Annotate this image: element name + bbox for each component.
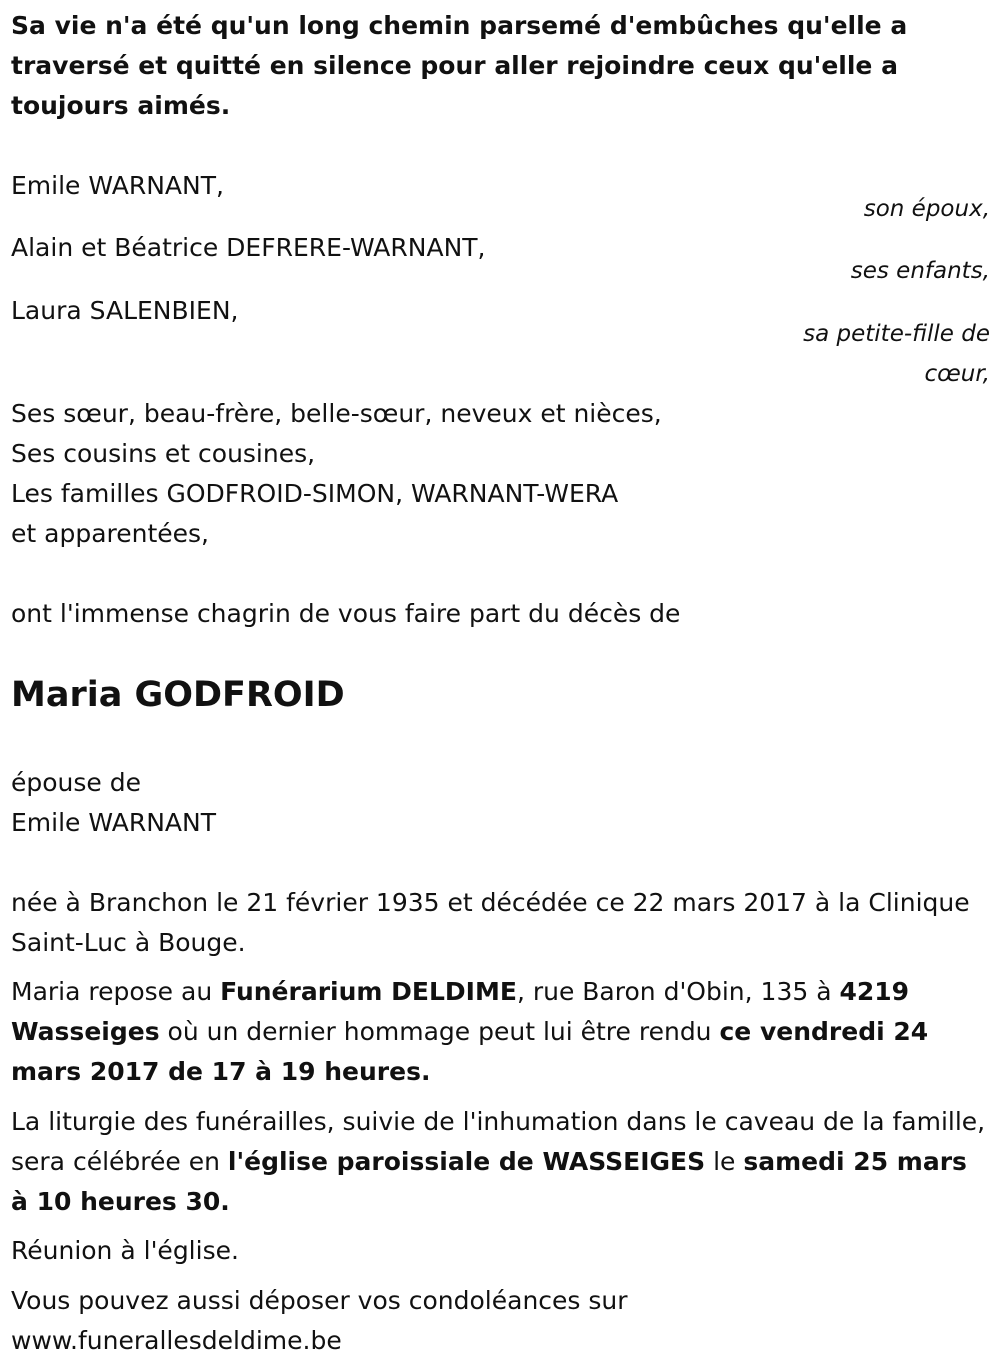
deceased-name: Maria GODFROID: [11, 675, 345, 715]
family-member-name: Alain et Béatrice DEFRERE-WARNANT,: [11, 233, 486, 262]
postal-city: 4219 Wasseiges: [11, 977, 910, 1046]
spouse-name: Emile WARNANT: [11, 808, 216, 837]
spouse-label: épouse de: [11, 768, 141, 797]
ceremony-time: samedi 25 mars à 10 heures 30.: [11, 1147, 967, 1216]
liturgy-text: La liturgie des funérailles, suivie de l'inhumation dans le caveau de la famille, sera célébrée en l'église paroissiale de WASSEIGES le samedi 25 mars à 10 heures 30.: [11, 1107, 986, 1216]
visitation-time: ce vendredi 24 mars 2017 de 17 à 19 heures.: [11, 1017, 929, 1086]
intro-text: Sa vie n'a été qu'un long chemin parsemé d'embûches qu'elle a traversé et quitté en silence pour aller rejoindre ceux qu'elle a toujours aimés.: [11, 11, 908, 120]
funeral-home-name: Funérarium DELDIME: [220, 977, 517, 1006]
family-member-role: ses enfants,: [850, 258, 990, 284]
family-member-name: Laura SALENBIEN,: [11, 296, 239, 325]
relatives-line: Ses sœur, beau-frère, belle-sœur, neveux et nièces,: [11, 399, 662, 428]
relatives-line: Ses cousins et cousines,: [11, 439, 316, 468]
birth-death-text: née à Branchon le 21 février 1935 et décédée ce 22 mars 2017 à la Clinique Saint-Luc à Bouge.: [11, 888, 970, 957]
relatives-line: et apparentées,: [11, 519, 209, 548]
family-member-role: cœur,: [924, 361, 990, 387]
relatives-line: Les familles GODFROID-SIMON, WARNANT-WERA: [11, 479, 619, 508]
family-member-role: sa petite-fille de: [803, 321, 990, 347]
meeting-text: Réunion à l'église.: [11, 1236, 239, 1265]
family-member-name: Emile WARNANT,: [11, 171, 224, 200]
condolences-text: Vous pouvez aussi déposer vos condoléances sur www.funerallesdeldime.be: [11, 1286, 628, 1355]
church-name: l'église paroissiale de WASSEIGES: [227, 1147, 706, 1176]
repose-text: Maria repose au Funérarium DELDIME, rue Baron d'Obin, 135 à 4219 Wasseiges où un dernier hommage peut lui être rendu ce vendredi 24 mars 2017 de 17 à 19 heures.: [11, 977, 929, 1086]
family-member-role: son époux,: [863, 196, 990, 222]
relatives-list: [11, 394, 990, 554]
announcement-text: ont l'immense chagrin de vous faire part du décès de: [11, 599, 681, 628]
